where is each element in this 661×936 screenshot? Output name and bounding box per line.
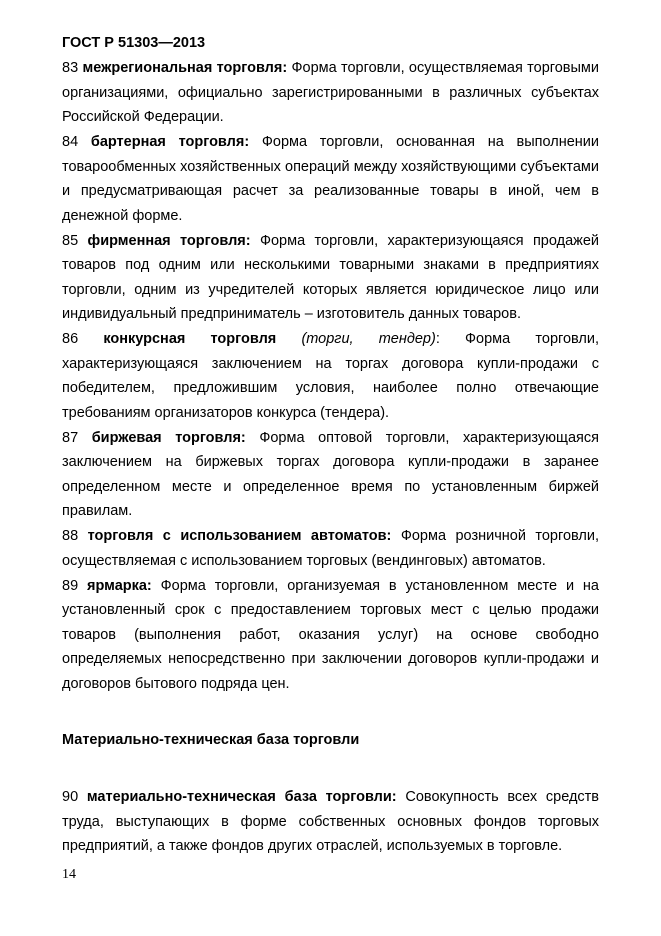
definition: Форма торговли, организуемая в установленном месте и на установленный срок с предоставлением торговых мест с целью продажи товаров (выполнения работ, оказания услуг) на основе свободно определяемых непосредственно при заключении договоров купли-продажи и договоров бытового подряда цен. <box>62 577 599 692</box>
term-synonyms: (торги, тендер) <box>301 331 436 347</box>
entry-number: 87 <box>62 429 79 446</box>
definition: Форма торговли, характеризующаяся продажей товаров под одним или несколькими товарными знаками в предприятиях торговли, одним из учредителей которых является юридическое лицо или индивидуальный предприниматель – изготовитель данных товаров. <box>62 232 599 322</box>
term-entry-86 <box>62 327 599 425</box>
term-entry-87 <box>62 426 599 524</box>
definition: Форма розничной торговли, осуществляемая с использованием торговых (вендинговых) автоматов. <box>62 528 599 569</box>
entry-number: 90 <box>62 789 79 805</box>
term: биржевая торговля: <box>91 429 246 446</box>
term: фирменная торговля: <box>87 232 251 249</box>
entry-number: 84 <box>62 134 79 150</box>
term: бартерная торговля: <box>90 134 250 150</box>
term: межрегиональная торговля: <box>82 60 288 76</box>
entry-number: 85 <box>62 232 79 249</box>
entry-number: 86 <box>62 331 79 347</box>
entry-number: 89 <box>62 577 79 594</box>
definition: : Форма торговли, характеризующаяся заключением на торгах договора купли-продажи с победителем, предложившим условия, наиболее полно отвечающие требованиям организаторов конкурса (тендера). <box>62 331 599 421</box>
entry-number: 83 <box>62 60 79 76</box>
entry-number: 88 <box>62 528 79 544</box>
term: конкурсная торговля <box>103 331 277 347</box>
standard-header: ГОСТ Р 51303—2013 <box>62 35 206 51</box>
term-entry-84 <box>62 130 599 228</box>
term-entry-85 <box>62 229 599 327</box>
term: ярмарка: <box>87 577 152 594</box>
term-entry-90 <box>62 785 599 859</box>
definition: Форма торговли, осуществляемая торговыми организациями, официально зарегистрированными в различных субъектах Российской Федерации. <box>62 60 599 125</box>
definition: Форма оптовой торговли, характеризующаяся заключением на биржевых торгах договора купли-продажи в заранее определенном месте и определенное время по установленным биржей правилам. <box>62 429 599 519</box>
section-title: Материально-техническая база торговли <box>62 732 360 748</box>
term-entry-83 <box>62 56 599 130</box>
term: материально-техническая база торговли: <box>86 789 397 805</box>
document-page <box>62 34 599 859</box>
definition: Форма торговли, основанная на выполнении товарообменных хозяйственных операций между хозяйствующими субъектами и предусматривающая расчет за реализованные товары в иной, чем в денежной форме. <box>62 134 600 224</box>
term: торговля с использованием автоматов: <box>87 528 392 544</box>
term-entry-89 <box>62 574 599 697</box>
definition: Совокупность всех средств труда, выступающих в форме собственных основных фондов торговых предприятий, а также фондов других отраслей, используемых в торговле. <box>62 789 599 854</box>
term-entry-88 <box>62 524 599 573</box>
page-number: 14 <box>62 867 76 882</box>
